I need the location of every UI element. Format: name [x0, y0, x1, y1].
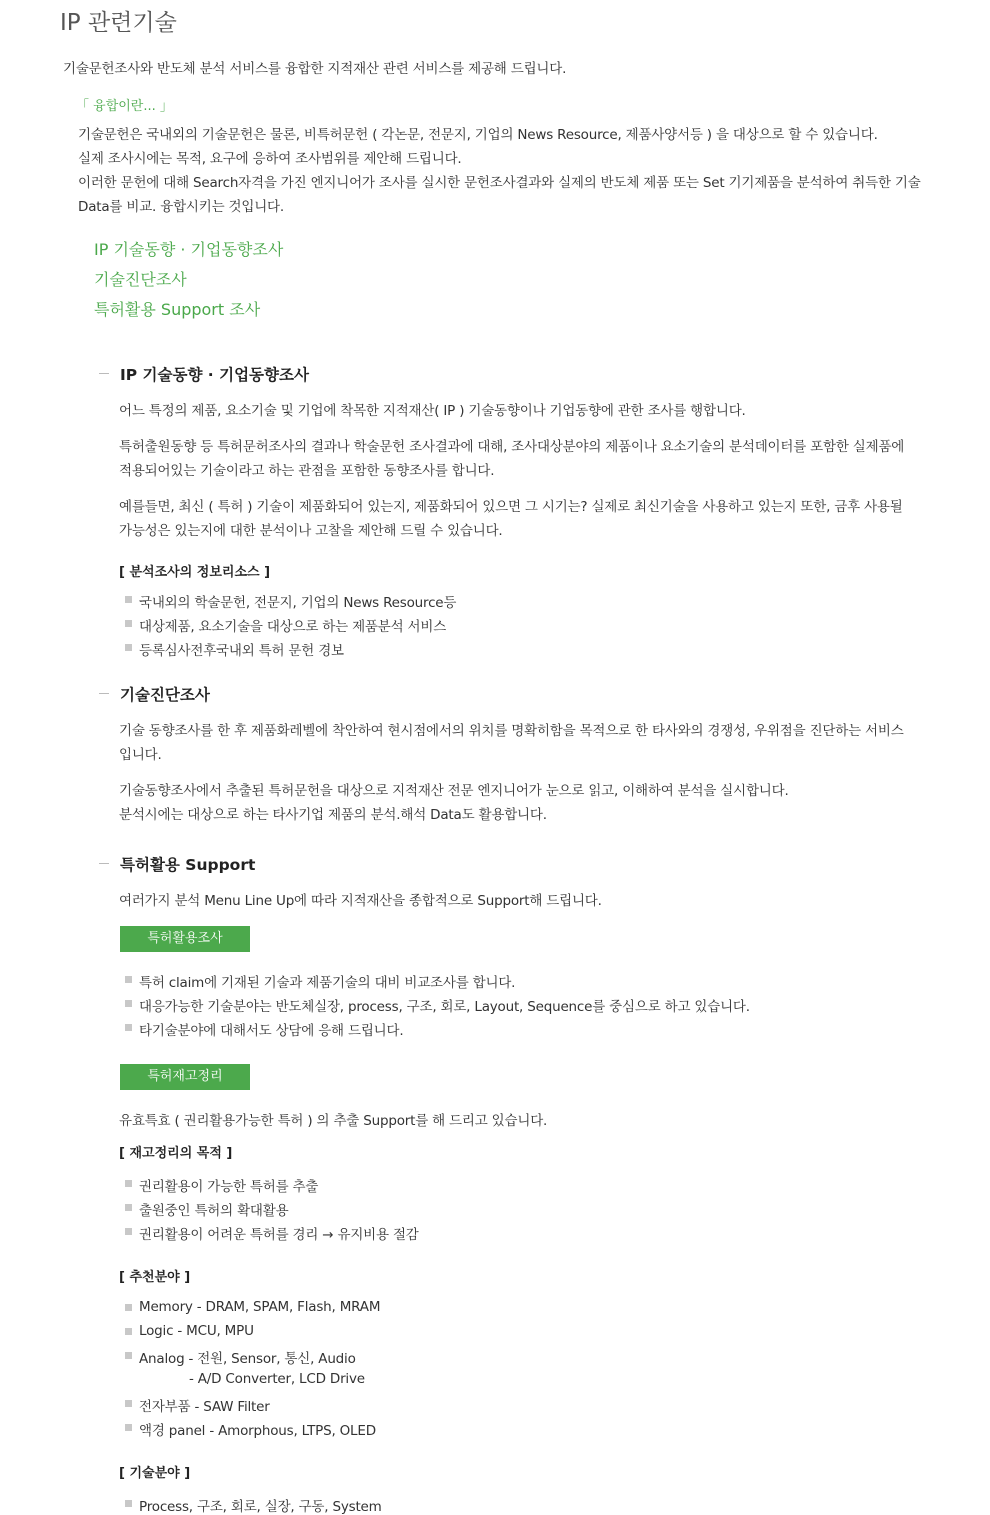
section-dash — [99, 373, 109, 374]
list-item: 대상제품, 요소기술을 대상으로 하는 제품분석 서비스 — [139, 619, 447, 635]
list-item: Memory - DRAM, SPAM, Flash, MRAM — [139, 1299, 381, 1315]
section2-paragraph: 기술 동향조사를 한 후 제품화레벨에 착안하여 현시점에서의 위치를 명확히함을 목적으로 한 타사와의 경쟁성, 우위점을 진단하는 서비스 — [119, 723, 904, 739]
bullet-icon — [125, 1180, 132, 1187]
bullet-icon — [125, 1500, 132, 1507]
bullet-icon — [125, 1204, 132, 1211]
section-heading-tech-diagnosis: 기술진단조사 — [120, 686, 210, 704]
bullet-icon — [125, 1024, 132, 1031]
section3-intro: 여러가지 분석 Menu Line Up에 따라 지적재산을 종합적으로 Support해 드립니다. — [119, 893, 602, 909]
fusion-line: 실제 조사시에는 목적, 요구에 응하여 조사범위를 제안해 드립니다. — [78, 151, 462, 167]
bullet-icon — [125, 644, 132, 651]
list-item-continuation: - A/D Converter, LCD Drive — [189, 1371, 365, 1387]
fusion-label: 「 융합이란... 」 — [76, 99, 173, 114]
list-item: 등록심사전후국내외 특허 문헌 경보 — [139, 643, 344, 659]
section2-paragraph: 분석시에는 대상으로 하는 타사기업 제품의 분석.해석 Data도 활용합니다. — [119, 807, 547, 823]
list-item: 국내외의 학술문헌, 전문지, 기업의 News Resource등 — [139, 595, 457, 611]
tech-field-title: [ 기술분야 ] — [119, 1466, 191, 1481]
section-dash — [99, 693, 109, 694]
section1-paragraph: 예를들면, 최신 ( 특허 ) 기술이 제품화되어 있는지, 제품화되어 있으면 그 시기는? 실제로 최신기술을 사용하고 있는지 또한, 금후 사용될 — [119, 499, 903, 515]
section3-valid-text: 유효특효 ( 권리활용가능한 특허 ) 의 추출 Support를 해 드리고 있습니다. — [119, 1113, 548, 1129]
section-heading-ip-trend: IP 기술동향 · 기업동향조사 — [120, 366, 309, 384]
page-intro: 기술문헌조사와 반도체 분석 서비스를 융합한 지적재산 관련 서비스를 제공해 드립니다. — [63, 61, 567, 77]
list-item: 권리활용이 가능한 특허를 추출 — [139, 1179, 319, 1195]
section1-paragraph: 특허출원동향 등 특허문허조사의 결과나 학술문헌 조사결과에 대해, 조사대상분야의 제품이나 요소기술의 분석데이터를 포함한 실제품에 — [119, 439, 905, 455]
bullet-icon — [125, 1352, 132, 1359]
recommended-title: [ 추천분야 ] — [119, 1270, 191, 1285]
list-item: 액경 panel - Amorphous, LTPS, OLED — [139, 1423, 376, 1439]
list-item: Process, 구조, 회로, 실장, 구동, System — [139, 1499, 382, 1515]
bullet-icon — [125, 596, 132, 603]
fusion-line: Data를 비교. 융합시키는 것입니다. — [78, 199, 284, 215]
list-item: 특허 claim에 기재된 기술과 제품기술의 대비 비교조사를 합니다. — [139, 975, 516, 991]
bullet-icon — [125, 1400, 132, 1407]
section1-paragraph: 가능성은 있는지에 대한 분석이나 고찰을 제안해 드릴 수 있습니다. — [119, 523, 503, 539]
list-item: 출원중인 특허의 확대활용 — [139, 1203, 289, 1219]
list-item: Logic - MCU, MPU — [139, 1323, 254, 1339]
section-dash — [99, 863, 109, 864]
bullet-icon — [125, 1304, 132, 1311]
bullet-icon — [125, 620, 132, 627]
list-item: 타기술분야에 대해서도 상담에 응해 드립니다. — [139, 1023, 404, 1039]
list-item: 권리활용이 어려운 특허를 경리 → 유지비용 절감 — [139, 1227, 419, 1243]
list-item: 대응가능한 기술분야는 반도체실장, process, 구조, 회로, Layout, Sequence를 중심으로 하고 있습니다. — [139, 999, 750, 1015]
bullet-icon — [125, 1424, 132, 1431]
purpose-title: [ 재고정리의 목적 ] — [119, 1146, 233, 1161]
toc-link-tech-diagnosis[interactable]: 기술진단조사 — [94, 270, 187, 289]
page-title: IP 관련기술 — [60, 10, 177, 36]
bullet-icon — [125, 976, 132, 983]
badge-patent-inventory: 특허재고정리 — [120, 1064, 250, 1090]
toc-link-patent-support[interactable]: 특허활용 Support 조사 — [94, 300, 261, 319]
section2-paragraph: 기술동향조사에서 추출된 특허문헌을 대상으로 지적재산 전문 엔지니어가 눈으로 읽고, 이해하여 분석을 실시합니다. — [119, 783, 789, 799]
section1-paragraph: 어느 특정의 제품, 요소기술 및 기업에 착목한 지적재산( IP ) 기술동향이나 기업동향에 관한 조사를 행합니다. — [119, 403, 746, 419]
bullet-icon — [125, 1228, 132, 1235]
toc-link-ip-trend[interactable]: IP 기술동향 · 기업동향조사 — [94, 240, 284, 259]
section-heading-patent-support: 특허활용 Support — [120, 856, 256, 874]
bullet-icon — [125, 1000, 132, 1007]
badge-patent-utilization: 특허활용조사 — [120, 926, 250, 952]
list-item: 전자부품 - SAW Filter — [139, 1399, 270, 1415]
section1-paragraph: 적용되어있는 기술이라고 하는 관점을 포함한 동향조사를 합니다. — [119, 463, 495, 479]
fusion-line: 이러한 문헌에 대해 Search자격을 가진 엔지니어가 조사를 실시한 문헌조사결과와 실제의 반도체 제품 또는 Set 기기제품을 분석하여 취득한 기술 — [78, 175, 921, 191]
sources-title: [ 분석조사의 정보리소스 ] — [119, 565, 271, 580]
list-item: Analog - 전원, Sensor, 통신, Audio — [139, 1351, 356, 1367]
bullet-icon — [125, 1328, 132, 1335]
section2-paragraph: 입니다. — [119, 747, 162, 763]
fusion-line: 기술문헌은 국내외의 기술문헌은 물론, 비특허문헌 ( 각논문, 전문지, 기업의 News Resource, 제품사양서등 ) 을 대상으로 할 수 있습니다. — [78, 127, 878, 143]
